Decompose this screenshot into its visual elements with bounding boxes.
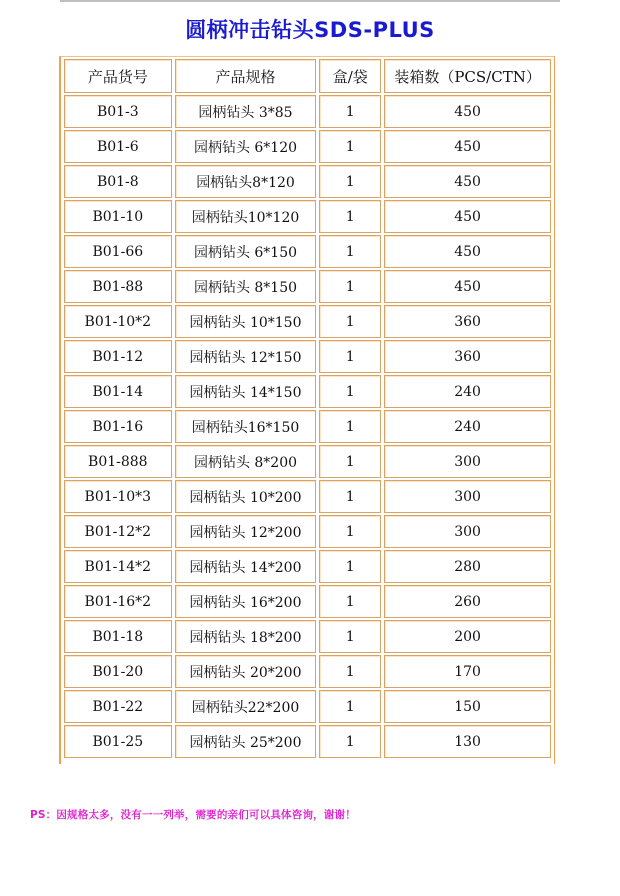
table-row <box>64 480 551 513</box>
cell-spec: 园柄钻头 18*200 <box>175 620 317 653</box>
table-row <box>64 690 551 723</box>
cell-code: B01-20 <box>64 655 172 688</box>
table-row <box>64 200 551 233</box>
cell-ctn: 300 <box>384 480 551 513</box>
cell-ctn: 150 <box>384 690 551 723</box>
cell-ctn: 360 <box>384 305 551 338</box>
cell-box: 1 <box>319 445 381 478</box>
cell-ctn: 300 <box>384 445 551 478</box>
cell-code: B01-888 <box>64 445 172 478</box>
cell-box: 1 <box>319 375 381 408</box>
cell-box: 1 <box>319 410 381 443</box>
cell-spec: 园柄钻头16*150 <box>175 410 317 443</box>
cell-spec: 园柄钻头 3*85 <box>175 95 317 128</box>
cell-spec: 园柄钻头8*120 <box>175 165 317 198</box>
cell-spec: 园柄钻头 6*120 <box>175 130 317 163</box>
table-row <box>64 620 551 653</box>
cell-box: 1 <box>319 165 381 198</box>
cell-ctn: 450 <box>384 95 551 128</box>
cell-ctn: 450 <box>384 165 551 198</box>
cell-box: 1 <box>319 130 381 163</box>
table-row <box>64 305 551 338</box>
cell-box: 1 <box>319 550 381 583</box>
table-header-row <box>64 59 551 93</box>
cell-spec: 园柄钻头22*200 <box>175 690 317 723</box>
cell-box: 1 <box>319 200 381 233</box>
cell-ctn: 450 <box>384 270 551 303</box>
cell-code: B01-10 <box>64 200 172 233</box>
table-row <box>64 270 551 303</box>
cell-code: B01-6 <box>64 130 172 163</box>
cell-code: B01-10*2 <box>64 305 172 338</box>
cell-box: 1 <box>319 690 381 723</box>
table-row <box>64 410 551 443</box>
header-ctn: 装箱数（PCS/CTN） <box>384 59 551 93</box>
cell-ctn: 450 <box>384 130 551 163</box>
cell-code: B01-3 <box>64 95 172 128</box>
cell-ctn: 360 <box>384 340 551 373</box>
cell-code: B01-88 <box>64 270 172 303</box>
cell-spec: 园柄钻头10*120 <box>175 200 317 233</box>
cell-box: 1 <box>319 725 381 758</box>
cell-box: 1 <box>319 95 381 128</box>
table-row <box>64 165 551 198</box>
cell-code: B01-66 <box>64 235 172 268</box>
cell-code: B01-14 <box>64 375 172 408</box>
cell-spec: 园柄钻头 8*200 <box>175 445 317 478</box>
footer-note: PS：因规格太多，没有一一列举，需要的亲们可以具体咨询，谢谢！ <box>30 809 356 821</box>
cell-code: B01-18 <box>64 620 172 653</box>
cell-ctn: 450 <box>384 235 551 268</box>
table-row <box>64 95 551 128</box>
cell-ctn: 260 <box>384 585 551 618</box>
cell-spec: 园柄钻头 10*200 <box>175 480 317 513</box>
cell-spec: 园柄钻头 8*150 <box>175 270 317 303</box>
table-row <box>64 655 551 688</box>
cell-code: B01-8 <box>64 165 172 198</box>
top-divider <box>60 0 560 2</box>
cell-ctn: 280 <box>384 550 551 583</box>
cell-ctn: 200 <box>384 620 551 653</box>
cell-box: 1 <box>319 655 381 688</box>
cell-ctn: 450 <box>384 200 551 233</box>
cell-spec: 园柄钻头 14*150 <box>175 375 317 408</box>
cell-code: B01-12 <box>64 340 172 373</box>
cell-code: B01-25 <box>64 725 172 758</box>
cell-code: B01-12*2 <box>64 515 172 548</box>
table-row <box>64 340 551 373</box>
cell-box: 1 <box>319 340 381 373</box>
cell-box: 1 <box>319 270 381 303</box>
table-row <box>64 445 551 478</box>
cell-box: 1 <box>319 585 381 618</box>
table-row <box>64 235 551 268</box>
cell-ctn: 240 <box>384 410 551 443</box>
table-row <box>64 550 551 583</box>
cell-spec: 园柄钻头 25*200 <box>175 725 317 758</box>
cell-spec: 园柄钻头 20*200 <box>175 655 317 688</box>
header-code: 产品货号 <box>64 59 172 93</box>
cell-box: 1 <box>319 480 381 513</box>
cell-box: 1 <box>319 235 381 268</box>
cell-ctn: 130 <box>384 725 551 758</box>
cell-ctn: 300 <box>384 515 551 548</box>
cell-code: B01-16*2 <box>64 585 172 618</box>
cell-box: 1 <box>319 620 381 653</box>
product-table <box>61 57 554 760</box>
cell-spec: 园柄钻头 10*150 <box>175 305 317 338</box>
header-spec: 产品规格 <box>175 59 317 93</box>
table-row <box>64 585 551 618</box>
cell-box: 1 <box>319 515 381 548</box>
cell-spec: 园柄钻头 6*150 <box>175 235 317 268</box>
table-row <box>64 725 551 758</box>
cell-code: B01-16 <box>64 410 172 443</box>
cell-spec: 园柄钻头 12*200 <box>175 515 317 548</box>
cell-code: B01-14*2 <box>64 550 172 583</box>
table-row <box>64 515 551 548</box>
cell-ctn: 170 <box>384 655 551 688</box>
cell-spec: 园柄钻头 14*200 <box>175 550 317 583</box>
cell-code: B01-10*3 <box>64 480 172 513</box>
header-box: 盒/袋 <box>319 59 381 93</box>
cell-ctn: 240 <box>384 375 551 408</box>
cell-spec: 园柄钻头 12*150 <box>175 340 317 373</box>
table-row <box>64 130 551 163</box>
cell-box: 1 <box>319 305 381 338</box>
cell-spec: 园柄钻头 16*200 <box>175 585 317 618</box>
cell-code: B01-22 <box>64 690 172 723</box>
table-row <box>64 375 551 408</box>
page-title: 圆柄冲击钻头SDS-PLUS <box>185 18 435 42</box>
